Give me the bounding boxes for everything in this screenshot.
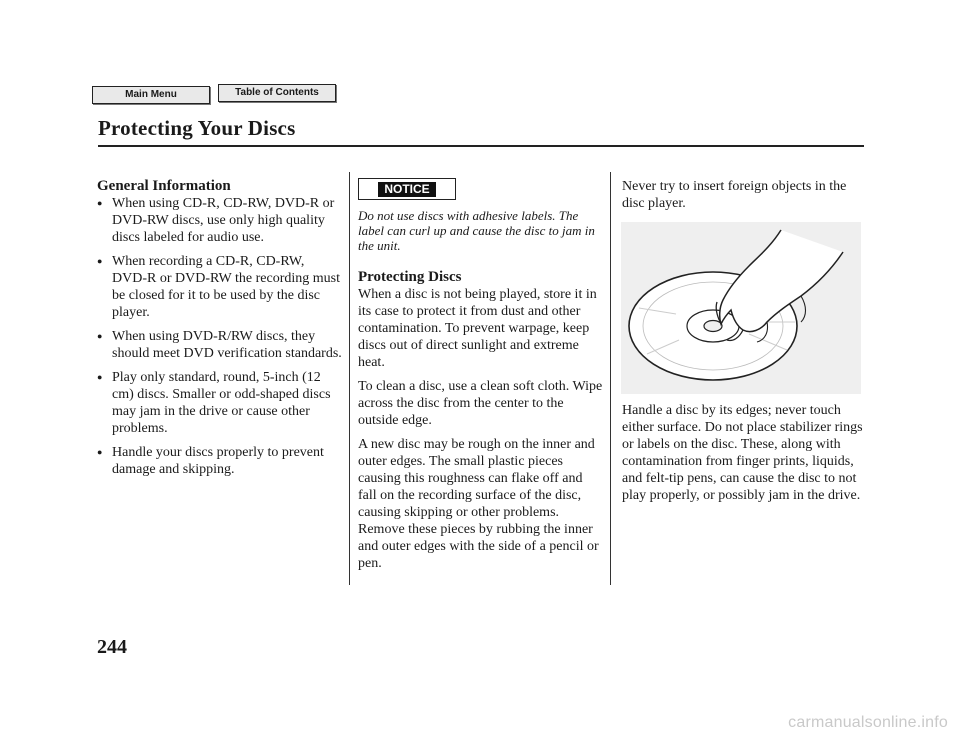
section-heading: General Information bbox=[97, 178, 231, 194]
title-divider bbox=[98, 145, 864, 147]
column-divider bbox=[610, 172, 611, 585]
list-item: ● When using DVD-R/RW discs, they should meet DVD verification standards. bbox=[97, 328, 342, 362]
notice-label: NOTICE bbox=[378, 182, 435, 197]
paragraph: When a disc is not being played, store it in its case to protect it from dust and other contamination. To prevent warpage, keep discs out of direct sunlight and extreme heat. bbox=[358, 287, 597, 370]
page-number: 244 bbox=[97, 636, 127, 658]
list-item: ● Handle your discs properly to prevent damage and skipping. bbox=[97, 444, 342, 478]
paragraph: To clean a disc, use a clean soft cloth. Wipe across the disc from the center to the outside edge. bbox=[358, 379, 603, 428]
watermark: carmanualsonline.info bbox=[788, 714, 948, 731]
paragraph: Handle a disc by its edges; never touch either surface. Do not place stabilizer rings or labels on the disc. These, along with contamination from finger prints, liquids, and felt-tip pens, can cause the disc to not play properly, or possibly jam in the drive. bbox=[622, 403, 863, 503]
hand-holding-disc-icon bbox=[621, 222, 861, 394]
paragraph: A new disc may be rough on the inner and outer edges. The small plastic pieces causing this roughness can flake off and fall on the recording surface of the disc, causing skipping or other problems. Remove these pieces by rubbing the inner and outer edges with the side of a pencil or pen. bbox=[358, 437, 599, 571]
list-item: ● When recording a CD-R, CD-RW, DVD-R or DVD-RW the recording must be closed for it to be used by the disc player. bbox=[97, 253, 342, 321]
list-item: ● Play only standard, round, 5-inch (12 cm) discs. Smaller or odd-shaped discs may jam in the drive or cause other problems. bbox=[97, 369, 342, 437]
page-title: Protecting Your Discs bbox=[98, 116, 296, 140]
column-divider bbox=[349, 172, 350, 585]
paragraph: Never try to insert foreign objects in the disc player. bbox=[622, 179, 847, 211]
notice-badge bbox=[358, 178, 456, 200]
main-menu-button[interactable]: Main Menu bbox=[92, 86, 210, 104]
disc-illustration bbox=[621, 222, 861, 394]
table-of-contents-button[interactable]: Table of Contents bbox=[218, 84, 336, 102]
general-information-column bbox=[97, 178, 342, 485]
bullet-list bbox=[97, 195, 342, 478]
protecting-discs-column bbox=[358, 178, 603, 579]
disc-handling-column bbox=[622, 178, 867, 511]
section-heading: Protecting Discs bbox=[358, 269, 462, 285]
list-item: ● When using CD-R, CD-RW, DVD-R or DVD-RW discs, use only high quality discs labeled for audio use. bbox=[97, 195, 342, 246]
notice-text: Do not use discs with adhesive labels. The label can curl up and cause the disc to jam in the unit. bbox=[358, 208, 595, 253]
